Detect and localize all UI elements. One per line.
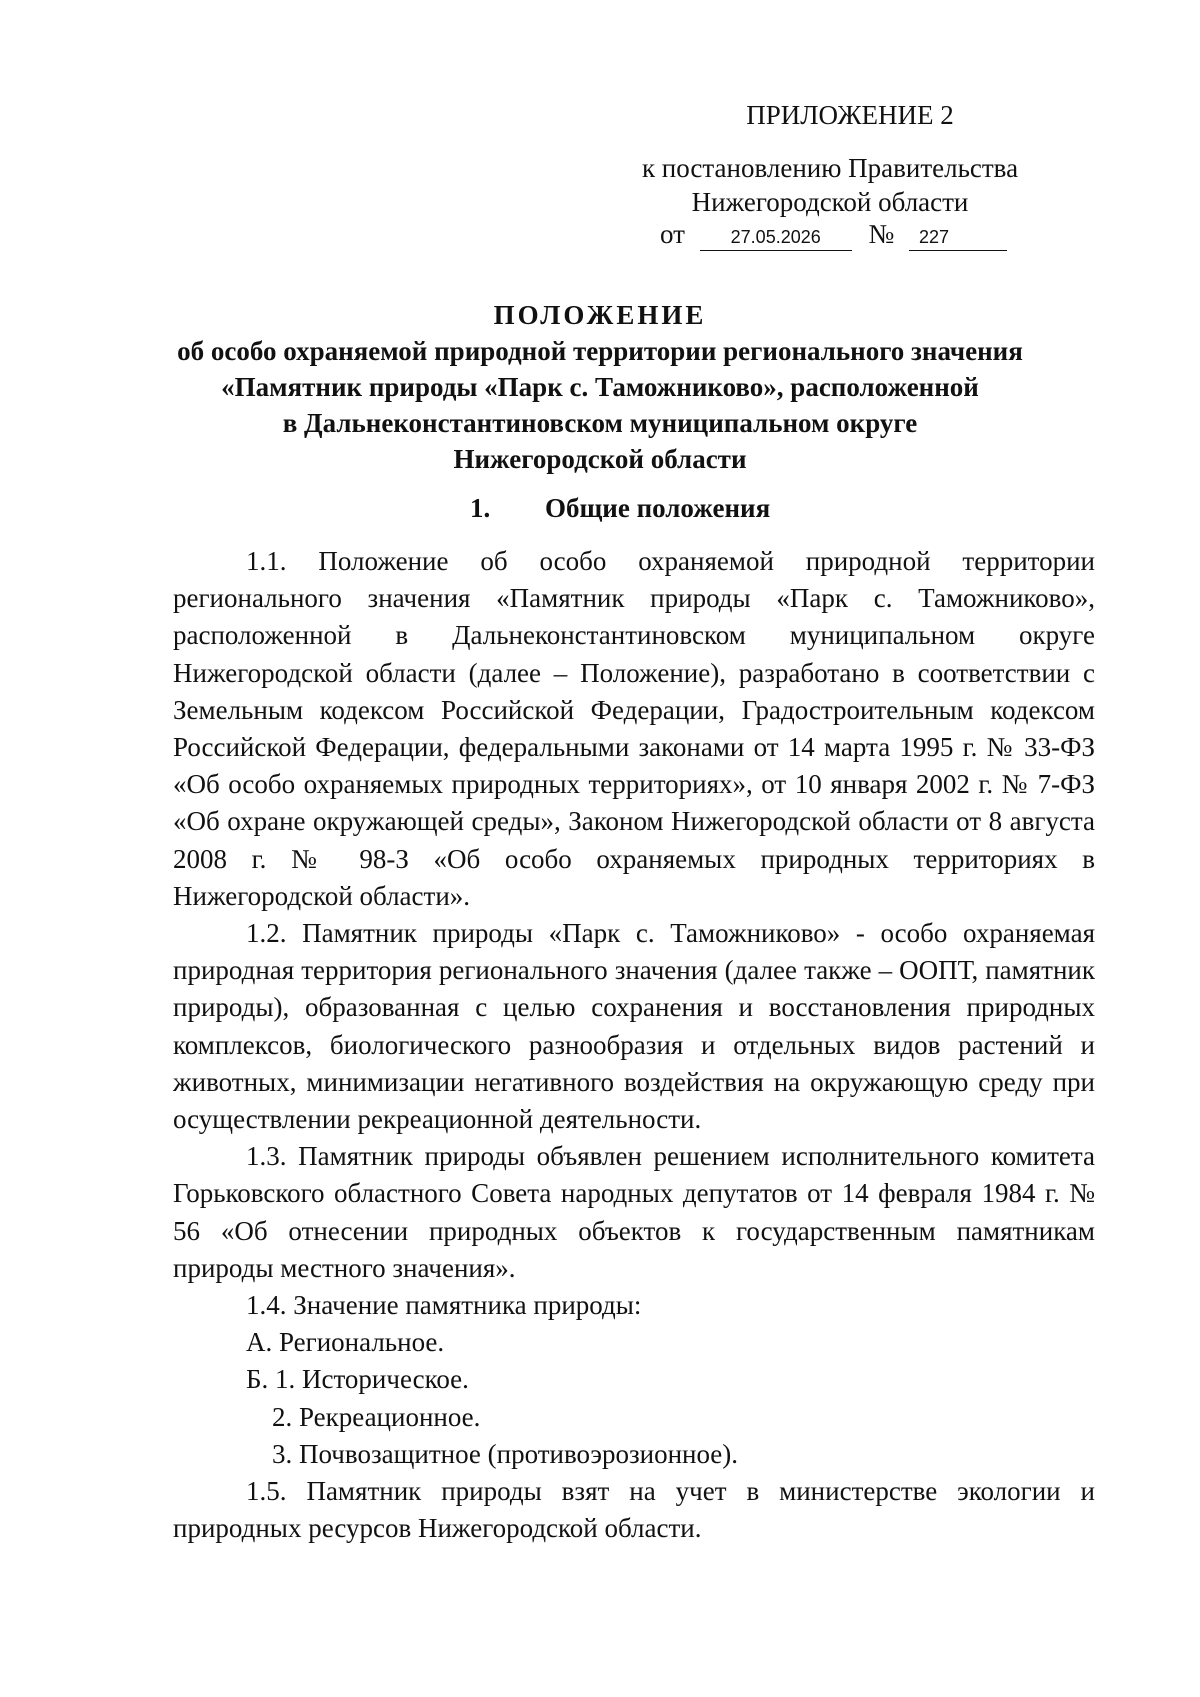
- document-body: [173, 543, 1095, 1547]
- appendix-reference: к постановлению Правительства: [641, 153, 1019, 183]
- paragraph-1-2: 1.2. Памятник природы «Парк с. Таможниково» - особо охраняемая природная территория регионального значения (далее также – ООПТ, памятник природы), образованная с целью сохранения и восстановления природных комплексов, биологического разнообразия и отдельных видов растений и животных, минимизации негативного воздействия на окружающую среду при осуществлении рекреационной деятельности.: [173, 918, 1095, 1135]
- document-title: ПОЛОЖЕНИЕ: [493, 300, 707, 330]
- paragraph-1-4: 1.4. Значение памятника природы:: [246, 1290, 642, 1321]
- list-item-soil-protective: 3. Почвозащитное (противоэрозионное).: [272, 1438, 739, 1469]
- section-heading: [470, 490, 770, 526]
- decree-date-line: [660, 217, 1007, 251]
- list-item-regional: А. Региональное.: [246, 1327, 445, 1358]
- document-subtitle-line: об особо охраняемой природной территории регионального значения: [177, 336, 1023, 366]
- appendix-number: ПРИЛОЖЕНИЕ 2: [746, 100, 954, 130]
- paragraph-1-5: 1.5. Памятник природы взят на учет в министерстве экологии и природных ресурсов Нижегородской области.: [173, 1476, 1095, 1544]
- date-prefix: от: [660, 219, 685, 249]
- section-title: Общие положения: [545, 493, 771, 523]
- number-sign: №: [868, 219, 895, 249]
- paragraph-1-1: 1.1. Положение об особо охраняемой природной территории регионального значения «Памятник природы «Парк с. Таможниково», расположенной в Дальнеконстантиновском муниципальном округе Нижегородской области (далее – Положение), разработано в соответствии с Земельным кодексом Российской Федерации, Градостроительным кодексом Российской Федерации, федеральными законами от 14 марта 1995 г. № 33-ФЗ «Об особо охраняемых природных территориях», от 10 января 2002 г. № 7-ФЗ «Об охране окружающей среды», Законом Нижегородской области от 8 августа 2008 г. № 98-З «Об особо охраняемых природных территориях в Нижегородской области».: [173, 546, 1095, 911]
- document-subtitle-line: в Дальнеконстантиновском муниципальном округе: [282, 408, 918, 438]
- document-title-block: [100, 297, 1100, 477]
- document-subtitle-line: Нижегородской области: [453, 444, 747, 474]
- decree-number: 227: [909, 224, 1007, 251]
- section-number: 1.: [470, 493, 491, 523]
- decree-date: 27.05.2026: [700, 224, 852, 251]
- document-subtitle-line: «Памятник природы «Парк с. Таможниково», расположенной: [221, 372, 979, 402]
- paragraph-1-3: 1.3. Памятник природы объявлен решением исполнительного комитета Горьковского областного Совета народных депутатов от 14 февраля 1984 г. № 56 «Об отнесении природных объектов к государственным памятникам природы местного значения».: [173, 1141, 1095, 1283]
- appendix-government: Нижегородской области: [691, 187, 969, 217]
- list-item-historical: Б. 1. Историческое.: [246, 1364, 469, 1395]
- list-item-recreational: 2. Рекреационное.: [272, 1401, 481, 1432]
